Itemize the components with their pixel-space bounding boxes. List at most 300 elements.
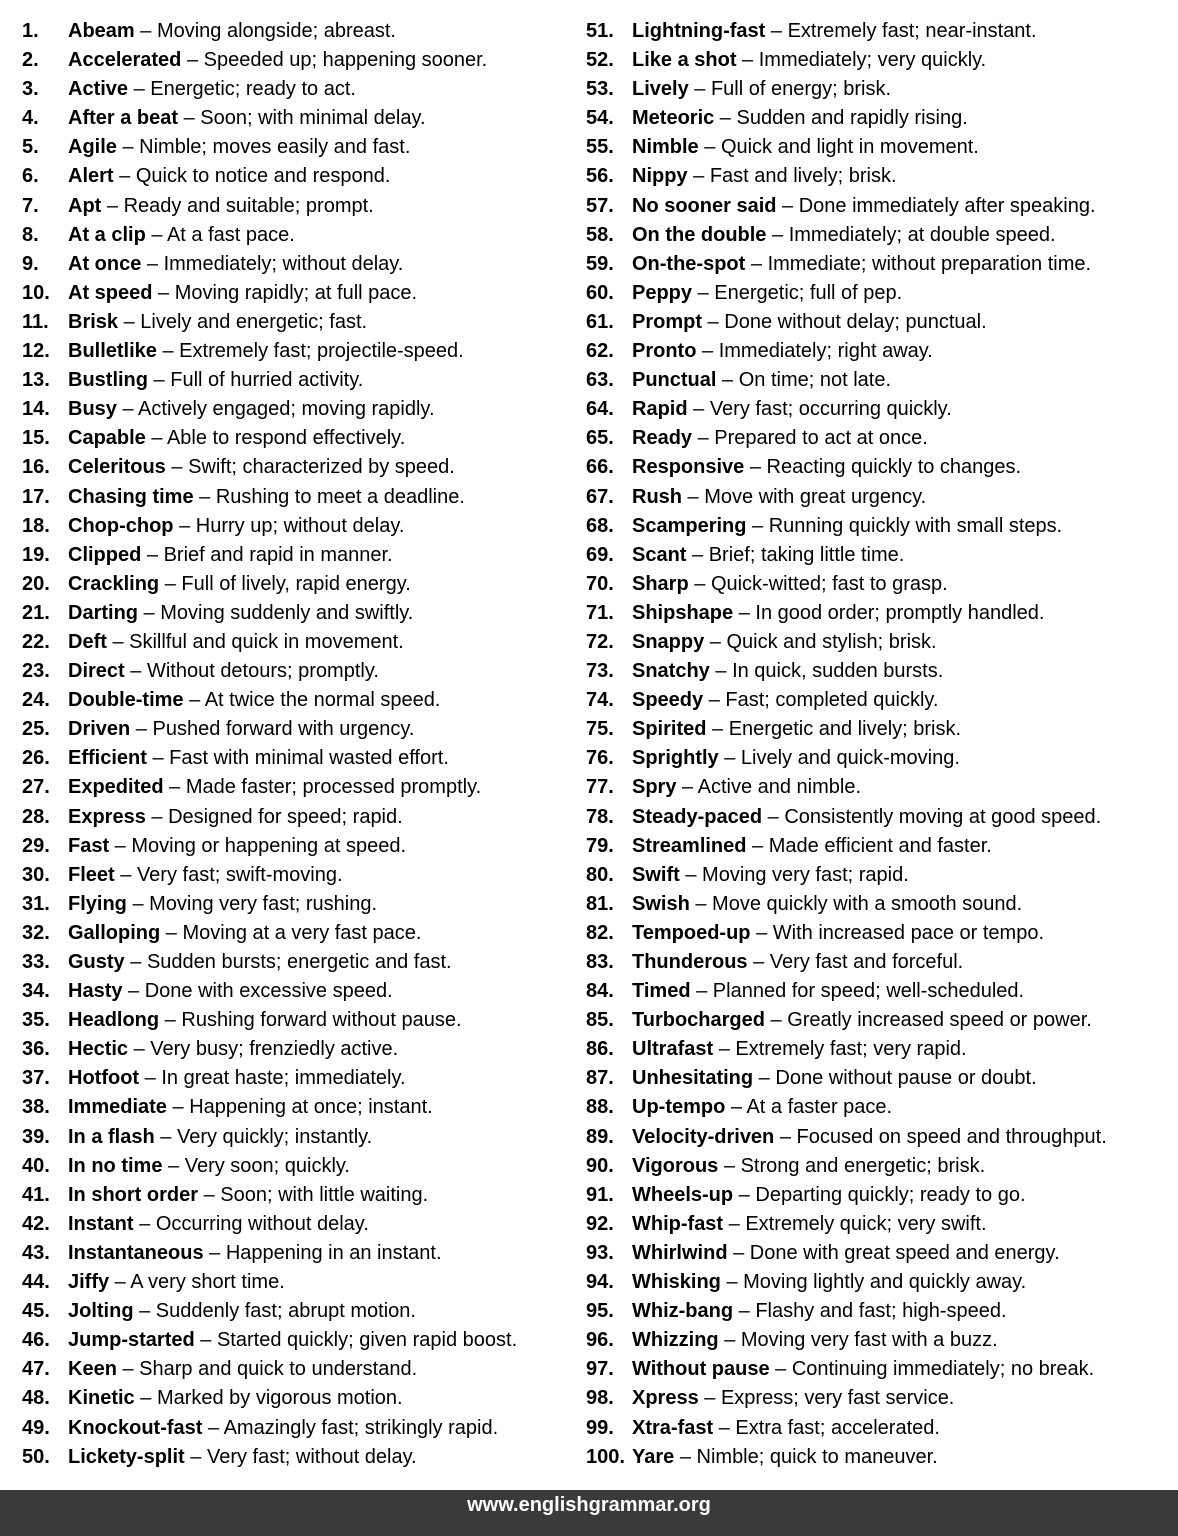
item-text (68, 541, 393, 570)
item-definition: Moving suddenly and swiftly. (160, 601, 414, 624)
item-separator: – (156, 340, 180, 363)
item-definition: Very fast; occurring quickly. (709, 398, 952, 421)
item-term: Ready (632, 427, 693, 450)
item-term: Prompt (632, 310, 702, 333)
item-text (632, 657, 943, 686)
item-number: 39. (22, 1125, 50, 1148)
item-number: 52. (586, 49, 614, 72)
item-separator: – (126, 892, 150, 915)
item-text (68, 337, 464, 366)
item-definition: Moving or happening at speed. (131, 834, 407, 857)
item-definition: Very busy; frenziedly active. (150, 1038, 399, 1061)
item-term: Thunderous (632, 951, 748, 973)
item-definition: Running quickly with small steps. (768, 514, 1063, 537)
item-term: Knockout-fast (68, 1416, 203, 1439)
item-definition: Move with great urgency. (704, 485, 927, 508)
item-term: Yare (632, 1445, 675, 1468)
item-number: 16. (22, 456, 50, 479)
item-definition: Done with great speed and energy. (749, 1241, 1060, 1264)
item-text (632, 890, 1022, 919)
item-number: 55. (586, 136, 614, 159)
item-term: On the double (632, 223, 767, 246)
item-text (632, 1239, 1060, 1268)
item-number: 85. (586, 1009, 614, 1032)
list-item (22, 192, 574, 221)
item-definition: Designed for speed; rapid. (168, 805, 403, 828)
item-separator: – (733, 1183, 756, 1206)
list-item (586, 17, 1170, 46)
item-separator: – (746, 514, 769, 537)
item-term: Speedy (632, 689, 704, 712)
item-separator: – (145, 427, 167, 450)
item-text (632, 1181, 1026, 1210)
item-number: 42. (22, 1212, 50, 1235)
list-item (22, 1326, 574, 1355)
item-term: Efficient (68, 747, 147, 770)
item-definition: Rushing to meet a deadline. (215, 485, 465, 508)
item-separator: – (686, 543, 709, 566)
item-separator: – (706, 718, 729, 741)
list-item (22, 890, 574, 919)
item-definition: Immediately; at double speed. (788, 223, 1056, 246)
item-number: 25. (22, 718, 50, 741)
item-text (68, 1123, 372, 1152)
item-number: 5. (22, 136, 39, 159)
item-text (632, 599, 1044, 628)
item-definition: Suddenly fast; abrupt motion. (155, 1300, 416, 1323)
item-definition: Strong and energetic; brisk. (740, 1154, 986, 1177)
item-term: Bustling (68, 369, 148, 392)
item-term: Pronto (632, 340, 697, 363)
item-term: Abeam (68, 20, 135, 42)
item-number: 54. (586, 107, 614, 130)
item-text (632, 1093, 892, 1122)
item-text (68, 1093, 433, 1122)
item-number: 1. (22, 20, 39, 42)
item-definition: At a fast pace. (166, 223, 295, 246)
item-separator: – (181, 49, 204, 72)
item-number: 9. (22, 252, 39, 275)
item-text (632, 1035, 967, 1064)
list-item (22, 483, 574, 512)
item-number: 10. (22, 281, 50, 304)
list-item (586, 541, 1170, 570)
list-item (22, 1268, 574, 1297)
list-item (22, 1384, 574, 1413)
item-separator: – (145, 223, 167, 246)
item-separator: – (159, 572, 182, 595)
item-text (632, 1064, 1037, 1093)
item-separator: – (122, 980, 145, 1003)
item-number: 49. (22, 1416, 50, 1439)
list-item (586, 483, 1170, 512)
item-term: Rush (632, 485, 682, 508)
item-number: 64. (586, 398, 614, 421)
item-text (632, 1152, 985, 1181)
item-number: 24. (22, 689, 50, 712)
item-separator: – (141, 252, 164, 275)
item-separator: – (688, 572, 711, 595)
item-separator: – (116, 398, 139, 421)
list-item (22, 1297, 574, 1326)
item-separator: – (173, 514, 196, 537)
item-term: Keen (68, 1358, 117, 1381)
item-text (68, 1384, 403, 1413)
item-text (68, 832, 406, 861)
item-term: Velocity-driven (632, 1125, 775, 1148)
item-term: Alert (68, 165, 114, 188)
item-definition: Energetic; ready to act. (150, 78, 356, 101)
item-text (68, 1326, 517, 1355)
item-term: Immediate (68, 1096, 167, 1119)
item-term: Hectic (68, 1038, 129, 1061)
item-term: Ultrafast (632, 1038, 714, 1061)
list-item (22, 75, 574, 104)
item-separator: – (718, 1329, 741, 1352)
item-separator: – (687, 165, 710, 188)
item-definition: In quick, sudden bursts. (732, 660, 944, 683)
footer-url[interactable]: www.englishgrammar.org (467, 1494, 711, 1516)
item-term: Fast (68, 834, 110, 857)
item-definition: Focused on speed and throughput. (796, 1125, 1107, 1148)
list-item (22, 803, 574, 832)
item-definition: Brief; taking little time. (708, 543, 905, 566)
item-number: 30. (22, 863, 50, 886)
list-item (22, 657, 574, 686)
item-definition: Full of lively, rapid energy. (181, 572, 411, 595)
item-number: 37. (22, 1067, 50, 1090)
item-text (632, 541, 904, 570)
item-term: Shipshape (632, 601, 734, 624)
item-term: Vigorous (632, 1154, 719, 1177)
item-number: 51. (586, 20, 614, 42)
item-number: 13. (22, 369, 50, 392)
list-item (22, 104, 574, 133)
item-term: Fleet (68, 863, 115, 886)
item-text (632, 162, 897, 191)
item-separator: – (702, 310, 725, 333)
item-term: Scampering (632, 514, 747, 537)
list-item (586, 221, 1170, 250)
list-item (586, 1297, 1170, 1326)
item-separator: – (166, 1096, 190, 1119)
item-definition: Very soon; quickly. (184, 1154, 350, 1177)
item-separator: – (160, 921, 183, 944)
item-text (68, 948, 452, 977)
item-term: Gusty (68, 951, 125, 973)
item-separator: – (704, 630, 727, 653)
list-item (586, 1210, 1170, 1239)
item-definition: Sudden bursts; energetic and fast. (146, 951, 452, 973)
item-separator: – (682, 485, 705, 508)
item-number: 58. (586, 223, 614, 246)
item-definition: Immediately; very quickly. (758, 49, 987, 72)
item-separator: – (692, 427, 715, 450)
item-definition: Rushing forward without pause. (181, 1009, 462, 1032)
item-text (68, 1064, 406, 1093)
item-text (632, 1326, 998, 1355)
item-definition: At a faster pace. (746, 1096, 893, 1119)
item-definition: Moving very fast; rapid. (702, 863, 909, 886)
item-separator: – (128, 1038, 151, 1061)
list-item (22, 395, 574, 424)
list-item (22, 1181, 574, 1210)
item-term: Spirited (632, 718, 707, 741)
list-item (586, 1239, 1170, 1268)
item-term: On-the-spot (632, 252, 746, 275)
item-separator: – (145, 805, 169, 828)
item-definition: Immediate; without preparation time. (767, 252, 1092, 275)
item-term: Driven (68, 718, 131, 741)
list-item (586, 919, 1170, 948)
item-separator: – (718, 747, 741, 770)
list-item (586, 1268, 1170, 1297)
item-text (68, 483, 465, 512)
item-term: Up-tempo (632, 1096, 726, 1119)
item-definition: Soon; with little waiting. (220, 1183, 429, 1206)
item-term: Brisk (68, 310, 119, 333)
list-item (22, 512, 574, 541)
item-definition: A very short time. (130, 1271, 285, 1294)
item-term: Lightning-fast (632, 20, 766, 42)
word-list-column-right (586, 17, 1170, 1472)
item-definition: Active and nimble. (697, 776, 862, 799)
list-item (586, 1414, 1170, 1443)
item-term: In no time (68, 1154, 163, 1177)
item-term: Chop-chop (68, 514, 174, 537)
list-item (586, 162, 1170, 191)
item-term: Unhesitating (632, 1067, 754, 1090)
item-definition: Moving very fast; rushing. (149, 892, 378, 915)
item-definition: Done with excessive speed. (144, 980, 393, 1003)
item-number: 17. (22, 485, 50, 508)
item-separator: – (696, 340, 719, 363)
item-term: Flying (68, 892, 127, 915)
list-item (586, 366, 1170, 395)
word-list-column-left (22, 17, 574, 1472)
item-text (68, 890, 377, 919)
list-item (586, 308, 1170, 337)
list-item (22, 715, 574, 744)
item-text (632, 861, 909, 890)
item-term: Galloping (68, 921, 161, 944)
item-definition: Very fast and forceful. (769, 951, 964, 973)
item-term: Lively (632, 78, 689, 101)
item-separator: – (184, 1445, 207, 1468)
item-number: 94. (586, 1271, 614, 1294)
item-text (68, 250, 403, 279)
item-text (68, 715, 414, 744)
item-term: Darting (68, 601, 138, 624)
item-number: 67. (586, 485, 614, 508)
list-item (22, 541, 574, 570)
item-term: Crackling (68, 572, 160, 595)
item-number: 76. (586, 747, 614, 770)
item-text (68, 1181, 428, 1210)
item-text (68, 628, 404, 657)
item-definition: Immediately; right away. (718, 340, 933, 363)
item-separator: – (124, 951, 147, 973)
list-item (22, 599, 574, 628)
item-term: Active (68, 78, 129, 101)
item-separator: – (106, 630, 130, 653)
item-separator: – (101, 194, 124, 217)
item-number: 90. (586, 1154, 614, 1177)
item-separator: – (152, 281, 175, 304)
item-number: 8. (22, 223, 39, 246)
item-definition: Energetic; full of pep. (714, 281, 903, 304)
item-term: Swift (632, 863, 680, 886)
item-number: 98. (586, 1387, 614, 1410)
item-separator: – (165, 456, 189, 479)
item-separator: – (124, 660, 147, 683)
item-definition: Pushed forward with urgency. (152, 718, 415, 741)
item-number: 28. (22, 805, 50, 828)
item-definition: Lively and quick-moving. (740, 747, 960, 770)
item-number: 50. (22, 1445, 50, 1468)
item-number: 65. (586, 427, 614, 450)
list-item (22, 1064, 574, 1093)
item-term: Whip-fast (632, 1212, 724, 1235)
item-separator: – (109, 834, 132, 857)
item-text (632, 686, 938, 715)
item-term: Spry (632, 776, 677, 799)
item-separator: – (109, 1271, 131, 1294)
item-number: 44. (22, 1271, 50, 1294)
item-separator: – (148, 369, 171, 392)
item-separator: – (733, 1300, 756, 1323)
item-definition: Happening in an instant. (225, 1241, 442, 1264)
item-text (632, 715, 961, 744)
item-number: 36. (22, 1038, 50, 1061)
list-item (586, 75, 1170, 104)
item-number: 99. (586, 1416, 614, 1439)
item-definition: At twice the normal speed. (204, 689, 441, 712)
item-separator: – (766, 223, 789, 246)
item-text (68, 657, 379, 686)
item-definition: Nimble; moves easily and fast. (139, 136, 411, 159)
item-separator: – (202, 1416, 224, 1439)
list-item (586, 46, 1170, 75)
list-item (22, 919, 574, 948)
item-number: 72. (586, 630, 614, 653)
list-item (22, 1443, 574, 1472)
item-number: 19. (22, 543, 50, 566)
item-separator: – (736, 49, 759, 72)
item-text (632, 192, 1096, 221)
item-number: 35. (22, 1009, 50, 1032)
item-text (68, 773, 481, 802)
list-item (22, 1123, 574, 1152)
item-term: Responsive (632, 456, 745, 479)
item-term: Nippy (632, 165, 688, 188)
item-separator: – (689, 892, 713, 915)
item-text (68, 570, 411, 599)
item-definition: Extremely fast; projectile-speed. (179, 340, 464, 363)
item-separator: – (193, 485, 216, 508)
item-text (632, 744, 960, 773)
item-number: 87. (586, 1067, 614, 1090)
item-separator: – (774, 1125, 797, 1148)
item-definition: Nimble; quick to maneuver. (696, 1445, 938, 1468)
item-number: 20. (22, 572, 50, 595)
item-separator: – (134, 20, 157, 42)
list-item (586, 192, 1170, 221)
list-item (22, 453, 574, 482)
item-separator: – (133, 1212, 156, 1235)
item-number: 88. (586, 1096, 614, 1119)
item-term: Headlong (68, 1009, 160, 1032)
list-item (22, 46, 574, 75)
item-separator: – (163, 776, 186, 799)
item-definition: Immediately; without delay. (163, 252, 404, 275)
item-separator: – (713, 1416, 736, 1439)
item-number: 23. (22, 660, 50, 683)
item-separator: – (727, 1241, 750, 1264)
item-term: Agile (68, 136, 117, 159)
item-text (68, 453, 455, 482)
item-separator: – (703, 689, 726, 712)
list-item (586, 1035, 1170, 1064)
item-separator: – (133, 1300, 156, 1323)
item-number: 62. (586, 340, 614, 363)
item-definition: Moving at a very fast pace. (182, 921, 422, 944)
item-text (632, 46, 986, 75)
item-number: 69. (586, 543, 614, 566)
item-text (68, 75, 356, 104)
item-number: 70. (586, 572, 614, 595)
list-item (586, 1152, 1170, 1181)
item-number: 38. (22, 1096, 50, 1119)
item-term: Snatchy (632, 660, 710, 683)
item-text (68, 1414, 498, 1443)
item-separator: – (183, 689, 205, 712)
item-text (68, 395, 435, 424)
item-definition: Done without delay; punctual. (724, 310, 987, 333)
item-definition: Quick-witted; fast to grasp. (710, 572, 948, 595)
item-term: Scant (632, 543, 687, 566)
item-text (632, 919, 1044, 948)
item-term: Double-time (68, 689, 184, 712)
item-number: 100. (586, 1445, 625, 1468)
item-term: Capable (68, 427, 146, 450)
item-term: In short order (68, 1183, 199, 1206)
item-separator: – (130, 718, 153, 741)
item-number: 84. (586, 980, 614, 1003)
list-item (586, 424, 1170, 453)
list-item (586, 453, 1170, 482)
item-term: Celeritous (68, 456, 166, 479)
item-separator: – (718, 1154, 741, 1177)
item-definition: Reacting quickly to changes. (766, 456, 1022, 479)
item-separator: – (688, 78, 711, 101)
list-item (22, 977, 574, 1006)
list-item (22, 744, 574, 773)
item-number: 32. (22, 921, 50, 944)
item-definition: Moving lightly and quickly away. (743, 1271, 1027, 1294)
item-term: Apt (68, 194, 102, 217)
list-item (586, 337, 1170, 366)
item-definition: Very quickly; instantly. (176, 1125, 373, 1148)
item-term: Like a shot (632, 49, 737, 72)
list-item (586, 1355, 1170, 1384)
item-text (68, 162, 390, 191)
item-number: 71. (586, 601, 614, 624)
item-number: 31. (22, 892, 50, 915)
item-separator: – (720, 1271, 744, 1294)
item-definition: Extremely quick; very swift. (745, 1212, 987, 1235)
item-separator: – (747, 951, 770, 973)
